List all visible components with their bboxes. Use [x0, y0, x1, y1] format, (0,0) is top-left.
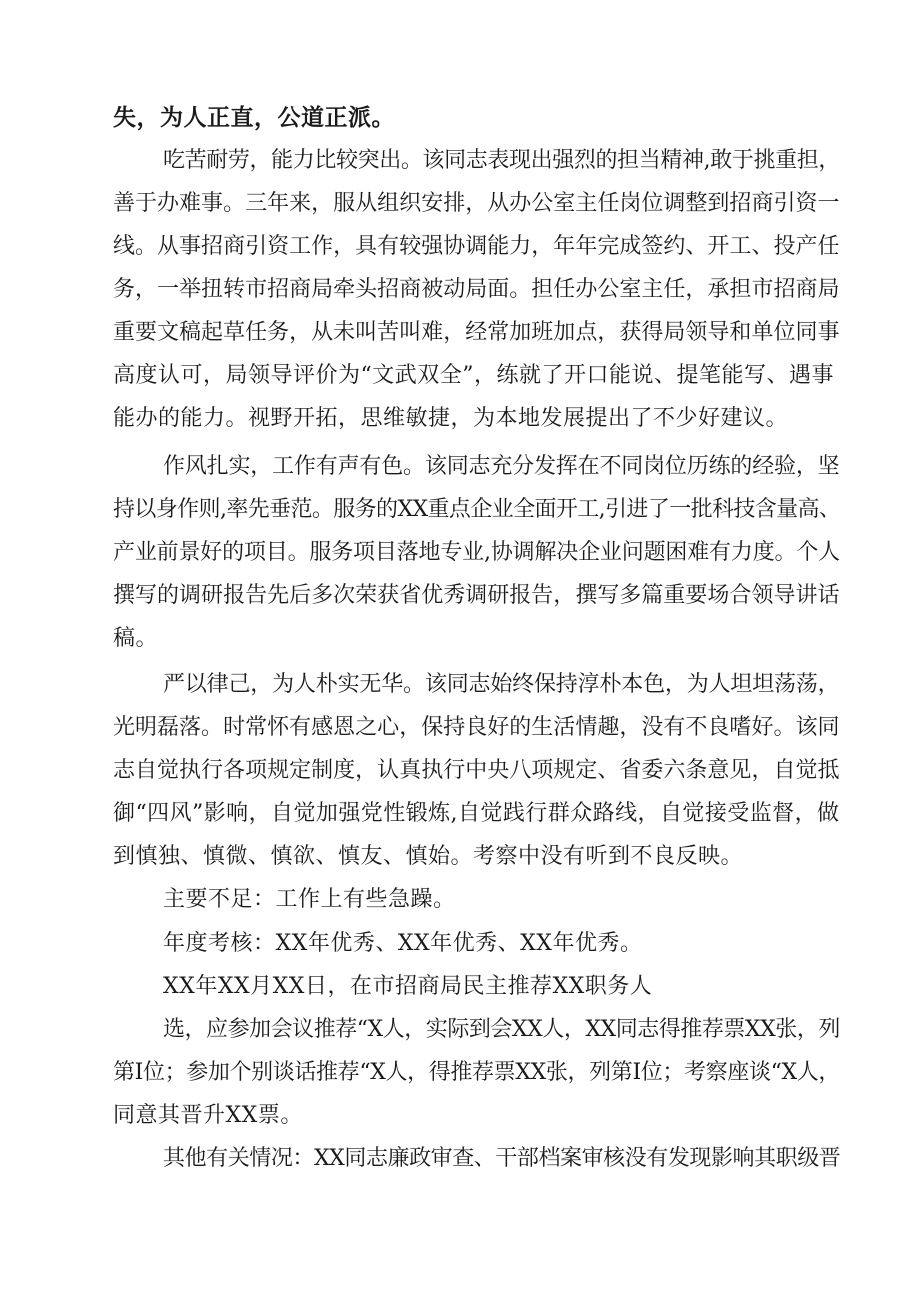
- text-line: 撰写的调研报告先后多次荣获省优秀调研报告，撰写多篇重要场合领导讲话: [113, 583, 840, 608]
- text-line: XX年XX月XX日，在市招商局民主推荐XX职务人: [163, 974, 653, 999]
- text-line: 产业前景好的项目。服务项目落地专业,协调解决企业问题困难有力度。个人: [113, 540, 840, 565]
- text-line: 第I位；参加个别谈话推荐“X人，得推荐票XX张，列第I位；考察座谈“X人，: [113, 1060, 841, 1085]
- text-line: 能办的能力。视野开拓，思维敏捷，为本地发展提出了不少好建议。: [113, 406, 789, 431]
- text-line: 稿。: [113, 626, 159, 651]
- text-line: 年度考核：XX年优秀、XX年优秀、XX年优秀。: [163, 931, 643, 956]
- text-line: 失，为人正直，公道正派。: [113, 105, 395, 131]
- text-line: 高度认可，局领导评价为“文武双全”，练就了开口能说、提笔能写、遇事: [113, 363, 834, 388]
- text-line: 光明磊落。时常怀有感恩之心，保持良好的生活情趣，没有不良嗜好。该同: [113, 715, 840, 740]
- text-line: 善于办难事。三年来，服从组织安排，从办公室主任岗位调整到招商引资一: [113, 191, 840, 216]
- text-line: 主要不足：工作上有些急躁。: [163, 887, 456, 912]
- text-line: 持以身作则,率先垂范。服务的XX重点企业全面开工,引进了一批科技含量高、: [113, 497, 841, 522]
- text-line: 志自觉执行各项规定制度，认真执行中央八项规定、省委六条意见，自觉抵: [113, 758, 840, 783]
- text-line: 到慎独、慎微、慎欲、慎友、慎始。考察中没有听到不良反映。: [113, 844, 744, 869]
- text-line: 务，一举扭转市招商局牵头招商被动局面。担任办公室主任，承担市招商局: [113, 277, 840, 302]
- text-line: 其他有关情况：XX同志廉政审查、干部档案审核没有发现影响其职级晋: [163, 1146, 841, 1171]
- text-line: 吃苦耐劳，能力比较突出。该同志表现出强烈的担当精神,敢于挑重担，: [163, 148, 840, 173]
- text-line: 作风扎实，工作有声有色。该同志充分发挥在不同岗位历练的经验，坚: [163, 454, 840, 479]
- text-line: 重要文稿起草任务，从未叫苦叫难，经常加班加点，获得局领导和单位同事: [113, 320, 840, 345]
- text-line: 同意其晋升XX票。: [113, 1103, 303, 1128]
- text-line: 御“四风”影响，自觉加强党性锻炼,自觉践行群众路线，自觉接受监督，做: [113, 801, 840, 826]
- text-line: 严以律己，为人朴实无华。该同志始终保持淳朴本色，为人坦坦荡荡，: [163, 672, 840, 697]
- text-line: 线。从事招商引资工作，具有较强协调能力，年年完成签约、开工、投产任: [113, 234, 840, 259]
- text-line: 选，应参加会议推荐“X人，实际到会XX人，XX同志得推荐票XX张，列: [163, 1017, 840, 1042]
